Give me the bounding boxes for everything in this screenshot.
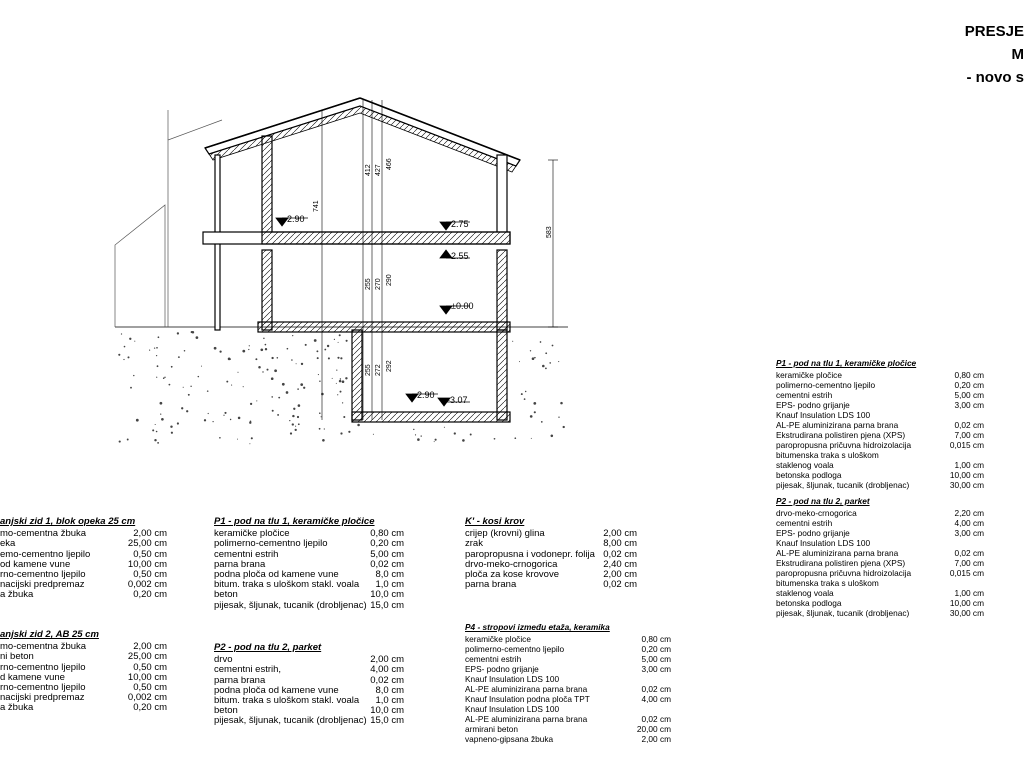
- spec-row: [465, 734, 671, 744]
- spec-title: K' - kosi krov: [465, 516, 525, 527]
- spec-row: [465, 714, 671, 724]
- layer-thickness: 2,00 cm: [133, 528, 167, 540]
- spec-row: [776, 410, 916, 420]
- layer-thickness: 25,00 cm: [127, 538, 167, 550]
- title-line-2: M: [1011, 46, 1024, 63]
- layer-thickness: 10,00 cm: [127, 558, 167, 570]
- spec-title: P1 - pod na tlu 1, keramičke pločice: [214, 516, 375, 527]
- spec-row: [776, 450, 916, 460]
- layer-name: AL-PE aluminizirana parna brana: [465, 714, 588, 724]
- layer-name: AL-PE aluminizirana parna brana: [776, 420, 899, 430]
- spec-row: [465, 664, 671, 674]
- spec-row: [776, 538, 870, 548]
- layer-name: bitum. traka s uloškom stakl. voala: [214, 694, 360, 706]
- spec-row: [776, 528, 984, 538]
- layer-name: keramičke pločice: [465, 634, 531, 644]
- layer-name: mo-cementna žbuka: [0, 641, 87, 653]
- layer-thickness: 0,50 cm: [133, 681, 167, 693]
- layer-thickness: 10,0 cm: [370, 705, 404, 717]
- layer-name: keramičke pločice: [776, 370, 842, 380]
- layer-name: a žbuka: [0, 589, 34, 601]
- spec-row: [776, 370, 984, 380]
- spec-row: [776, 420, 984, 430]
- spec-row: [465, 724, 671, 734]
- layer-name: mo-cementna žbuka: [0, 528, 87, 540]
- layer-name: paropropusna pričuvna hidroizolacija: [776, 440, 912, 450]
- spec-table-p4: [465, 622, 671, 744]
- spec-row: [776, 568, 984, 578]
- spec-row: [776, 430, 984, 440]
- layer-thickness: 0,20 cm: [370, 538, 404, 550]
- spec-row: [465, 654, 671, 664]
- layer-thickness: 0,015 cm: [949, 568, 984, 578]
- layer-name: ploča za kose krovove: [465, 568, 559, 580]
- level-label: -3.07: [447, 395, 468, 405]
- spec-row: [0, 528, 167, 540]
- spec-row: [776, 508, 984, 518]
- layer-name: polimerno-cementno ljepilo: [776, 380, 876, 390]
- layer-name: pijesak, šljunak, tucanik (drobljenac): [776, 480, 910, 490]
- spec-row: [776, 480, 984, 490]
- spec-table-wall-2: [0, 629, 167, 714]
- spec-row: [214, 599, 404, 611]
- layer-name: Ekstrudirana polistiren pjena (XPS): [776, 558, 906, 568]
- layer-name: betonska podloga: [776, 470, 842, 480]
- layer-name: pijesak, šljunak, tucanik (drobljenac): [776, 608, 910, 618]
- layer-thickness: 0,20 cm: [641, 644, 671, 654]
- layer-name: Knauf Insulation LDS 100: [776, 410, 871, 420]
- spec-row: [0, 702, 167, 714]
- spec-row: [465, 684, 671, 694]
- layer-thickness: 30,00 cm: [949, 608, 984, 618]
- layer-name: parna brana: [465, 579, 517, 591]
- layer-name: cementni estrih: [214, 548, 279, 560]
- spec-row: [776, 548, 984, 558]
- spec-row: [214, 589, 404, 601]
- layer-thickness: 0,002 cm: [127, 692, 167, 704]
- layer-name: AL-PE aluminizirana parna brana: [465, 684, 588, 694]
- layer-name: beton: [214, 705, 238, 717]
- spec-table-p1-right: [776, 358, 984, 490]
- spec-row: [0, 589, 167, 601]
- dimension-label: 466: [386, 158, 393, 170]
- walls: [215, 136, 507, 420]
- spec-row: [776, 578, 879, 588]
- layer-thickness: 0,02 cm: [603, 579, 637, 591]
- layer-thickness: 0,02 cm: [954, 420, 984, 430]
- layer-thickness: 7,00 cm: [954, 558, 984, 568]
- layer-thickness: 1,00 cm: [954, 460, 984, 470]
- layer-thickness: 10,0 cm: [370, 589, 404, 601]
- spec-row: [465, 694, 671, 704]
- layer-name: EPS- podno grijanje: [776, 528, 850, 538]
- spec-row: [776, 400, 984, 410]
- spec-row: [776, 390, 984, 400]
- layer-name: cementni estrih: [776, 518, 833, 528]
- spec-row: [776, 608, 984, 618]
- dimension-label: 427: [375, 164, 382, 176]
- layer-thickness: 15,0 cm: [370, 599, 404, 611]
- layer-thickness: 4,00 cm: [641, 694, 671, 704]
- layer-thickness: 0,02 cm: [954, 548, 984, 558]
- dimension-label: 255: [365, 364, 372, 376]
- layer-thickness: 2,00 cm: [603, 528, 637, 540]
- layer-thickness: 0,002 cm: [127, 579, 167, 591]
- layer-name: polimerno-cementno ljepilo: [465, 644, 565, 654]
- layer-thickness: 3,00 cm: [641, 664, 671, 674]
- layer-thickness: 0,80 cm: [641, 634, 671, 644]
- spec-row: [776, 460, 984, 470]
- level-label: 2.55: [451, 251, 469, 261]
- spec-table-p1: [214, 516, 404, 611]
- layer-thickness: 3,00 cm: [954, 400, 984, 410]
- spec-row: [465, 674, 610, 684]
- level-label: 2.75: [451, 219, 469, 229]
- spec-row: [465, 634, 671, 644]
- layer-name: drvo-meko-crnogorica: [776, 508, 857, 518]
- neighbour-outline: [115, 110, 222, 327]
- layer-thickness: 15,0 cm: [370, 715, 404, 727]
- layer-thickness: 10,00 cm: [949, 598, 984, 608]
- spec-row: [776, 598, 984, 608]
- layer-thickness: 7,00 cm: [954, 430, 984, 440]
- layer-thickness: 8,0 cm: [375, 568, 404, 580]
- layer-thickness: 8,0 cm: [375, 684, 404, 696]
- spec-row: [214, 579, 404, 591]
- dimension-label: 255: [365, 278, 372, 290]
- layer-thickness: 0,50 cm: [133, 548, 167, 560]
- layer-thickness: 5,00 cm: [370, 548, 404, 560]
- layer-thickness: 0,02 cm: [370, 674, 404, 686]
- layer-name: cementni estrih: [776, 390, 833, 400]
- layer-thickness: 0,80 cm: [370, 528, 404, 540]
- layer-thickness: 2,00 cm: [603, 568, 637, 580]
- layer-name: rno-cementno ljepilo: [0, 681, 86, 693]
- layer-thickness: 5,00 cm: [954, 390, 984, 400]
- layer-thickness: 10,00 cm: [949, 470, 984, 480]
- layer-thickness: 2,20 cm: [954, 508, 984, 518]
- layer-name: d kamene vune: [0, 671, 65, 683]
- layer-thickness: 5,00 cm: [641, 654, 671, 664]
- layer-name: polimerno-cementno ljepilo: [214, 538, 328, 550]
- layer-name: parna brana: [214, 674, 266, 686]
- layer-thickness: 2,00 cm: [133, 641, 167, 653]
- spec-table-p2-right: [776, 496, 984, 618]
- layer-name: cementni estrih: [465, 654, 522, 664]
- spec-row: [465, 644, 671, 654]
- spec-row: [465, 579, 637, 591]
- layer-name: eka: [0, 538, 16, 550]
- dimension-label: 292: [386, 360, 393, 372]
- spec-row: [776, 588, 984, 598]
- dimension-label: 270: [375, 278, 382, 290]
- layer-name: Knauf Insulation LDS 100: [465, 674, 560, 684]
- layer-thickness: 1,0 cm: [375, 694, 404, 706]
- layer-name: AL-PE aluminizirana parna brana: [776, 548, 899, 558]
- spec-table-wall-1: [0, 516, 167, 601]
- layer-name: EPS- podno grijanje: [776, 400, 850, 410]
- layer-name: bitumenska traka s uloškom: [776, 578, 879, 588]
- layer-thickness: 4,00 cm: [954, 518, 984, 528]
- spec-title: anjski zid 1, blok opeka 25 cm: [0, 516, 136, 527]
- level-label: ±0.00: [451, 301, 474, 311]
- layer-thickness: 0,02 cm: [641, 684, 671, 694]
- layer-thickness: 2,00 cm: [370, 654, 404, 666]
- layer-name: parna brana: [214, 558, 266, 570]
- layer-name: betonska podloga: [776, 598, 842, 608]
- spec-row: [776, 440, 984, 450]
- spec-row: [465, 704, 610, 714]
- title-line-3: - novo s: [966, 69, 1024, 86]
- layer-name: cementni estrih,: [214, 664, 282, 676]
- layer-name: armirani beton: [465, 724, 519, 734]
- dimension-label: 290: [386, 274, 393, 286]
- layer-name: bitumenska traka s uloškom: [776, 450, 879, 460]
- spec-table-roof: [465, 516, 637, 591]
- spec-row: [776, 558, 984, 568]
- dimension-label: 583: [546, 226, 553, 238]
- spec-title: P2 - pod na tlu 2, parket: [776, 496, 870, 506]
- layer-thickness: 0,20 cm: [954, 380, 984, 390]
- layer-thickness: 10,00 cm: [127, 671, 167, 683]
- spec-title: P4 - stropovi između etaža, keramika: [465, 622, 610, 632]
- layer-name: Knauf Insulation LDS 100: [776, 538, 871, 548]
- layer-name: nacijski predpremaz: [0, 692, 85, 704]
- layer-name: paropropusna pričuvna hidroizolacija: [776, 568, 912, 578]
- layer-name: rno-cementno ljepilo: [0, 568, 86, 580]
- layer-thickness: 1,00 cm: [954, 588, 984, 598]
- layer-thickness: 0,02 cm: [370, 558, 404, 570]
- spec-title: P2 - pod na tlu 2, parket: [214, 642, 322, 653]
- spec-table-p2: [214, 642, 404, 727]
- roof: [205, 98, 520, 172]
- layer-thickness: 25,00 cm: [127, 651, 167, 663]
- layer-name: Knauf Insulation LDS 100: [465, 704, 560, 714]
- level-label: 2.90: [417, 390, 435, 400]
- layer-name: a žbuka: [0, 702, 34, 714]
- layer-thickness: 0,80 cm: [954, 370, 984, 380]
- layer-thickness: 0,50 cm: [133, 661, 167, 673]
- layer-thickness: 0,015 cm: [949, 440, 984, 450]
- spec-row: [776, 380, 984, 390]
- layer-name: vapneno-gipsana žbuka: [465, 734, 554, 744]
- layer-thickness: 0,20 cm: [133, 589, 167, 601]
- layer-thickness: 0,02 cm: [641, 714, 671, 724]
- layer-thickness: 3,00 cm: [954, 528, 984, 538]
- layer-name: emo-cementno ljepilo: [0, 548, 91, 560]
- layer-name: zrak: [465, 538, 483, 550]
- layer-name: Ekstrudirana polistiren pjena (XPS): [776, 430, 906, 440]
- layer-name: podna ploča od kamene vune: [214, 684, 339, 696]
- layer-name: drvo-meko-crnogorica: [465, 558, 558, 570]
- layer-name: EPS- podno grijanje: [465, 664, 539, 674]
- layer-name: podna ploča od kamene vune: [214, 568, 339, 580]
- layer-thickness: 4,00 cm: [370, 664, 404, 676]
- layer-name: beton: [214, 589, 238, 601]
- spec-title: P1 - pod na tlu 1, keramičke pločice: [776, 358, 917, 368]
- dimension-label: 272: [375, 364, 382, 376]
- level-label: 2.90: [287, 214, 305, 224]
- spec-row: [214, 715, 404, 727]
- spec-row: [776, 470, 984, 480]
- layer-name: staklenog voala: [776, 460, 834, 470]
- level-markers: [276, 218, 470, 406]
- layer-name: Knauf Insulation podna ploča TPT: [465, 694, 590, 704]
- layer-thickness: 2,00 cm: [641, 734, 671, 744]
- layer-name: rno-cementno ljepilo: [0, 661, 86, 673]
- layer-thickness: 0,02 cm: [603, 548, 637, 560]
- layer-name: crijep (krovni) glina: [465, 528, 545, 540]
- layer-name: bitum. traka s uloškom stakl. voala: [214, 579, 360, 591]
- layer-thickness: 20,00 cm: [636, 724, 671, 734]
- layer-name: staklenog voala: [776, 588, 834, 598]
- spec-row: [776, 518, 984, 528]
- layer-name: paropropusna i vodonepr. folija: [465, 548, 595, 560]
- spec-title: anjski zid 2, AB 25 cm: [0, 629, 99, 640]
- layer-name: ni beton: [0, 651, 34, 663]
- layer-thickness: 0,50 cm: [133, 568, 167, 580]
- layer-thickness: 8,00 cm: [603, 538, 637, 550]
- layer-name: od kamene vune: [0, 558, 71, 570]
- layer-name: nacijski predpremaz: [0, 579, 85, 591]
- layer-thickness: 30,00 cm: [949, 480, 984, 490]
- layer-thickness: 2,40 cm: [603, 558, 637, 570]
- title-line-1: PRESJE: [964, 23, 1024, 40]
- dimension-label: 412: [365, 164, 372, 176]
- layer-name: keramičke pločice: [214, 528, 290, 540]
- dimension-label: 741: [313, 200, 320, 212]
- layer-name: pijesak, šljunak, tucanik (drobljenac): [214, 715, 367, 727]
- layer-name: pijesak, šljunak, tucanik (drobljenac): [214, 599, 367, 611]
- layer-thickness: 0,20 cm: [133, 702, 167, 714]
- layer-name: drvo: [214, 654, 233, 666]
- layer-thickness: 1,0 cm: [375, 579, 404, 591]
